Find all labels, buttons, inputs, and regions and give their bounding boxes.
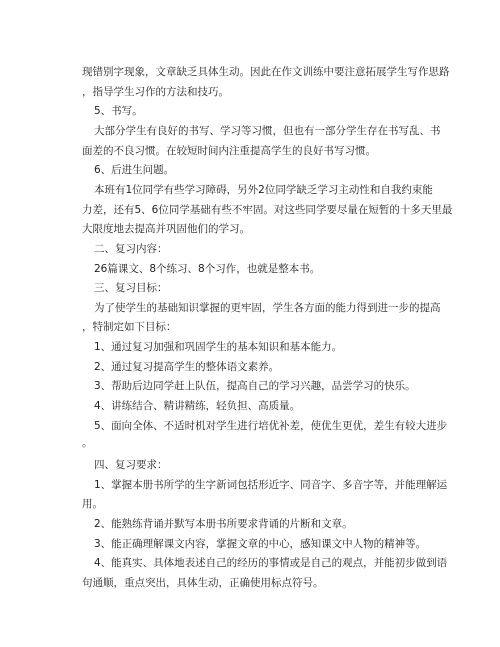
- text-line: 26篇课文、8个练习、8个习作，也就是整本书。: [94, 263, 321, 275]
- text-line: 面差的不良习惯。在较短时间内注重提高学生的良好书写习惯。: [82, 145, 376, 157]
- list-item: 4、能真实、具体地表述自己的经历的事情或是自己的观点，并能初步做到语: [94, 557, 448, 569]
- text-line: 。: [82, 437, 93, 449]
- text-line: 6、后进生问题。: [94, 164, 175, 176]
- list-item: 5、面向全体、不适时机对学生进行培优补差，使优生更优，差生有较大进步: [94, 420, 448, 432]
- list-item: 3、能正确理解课文内容，掌握文章的中心，感知课文中人物的精神等。: [94, 538, 427, 550]
- text-line: 现错别字现象，文章缺乏具体生动。因此在作文训练中要注意拓展学生写作思路: [82, 66, 450, 78]
- text-line: 用。: [82, 498, 103, 510]
- list-item: 4、讲练结合、精讲精练，轻负担、高质量。: [94, 400, 301, 412]
- section-heading: 二、复习内容：: [94, 243, 168, 255]
- list-item: 2、能熟练背诵并默写本册书所要求背诵的片断和文章。: [94, 518, 353, 530]
- text-line: 大限度地去提高并巩固他们的学习。: [82, 223, 250, 235]
- text-line: 力差，还有5、6位同学基础有些不牢固。对这些同学要尽量在短暂的十多天里最: [82, 204, 453, 216]
- list-item: 1、掌握本册书所学的生字新词包括形近字、同音字、多音字等，并能理解运: [94, 479, 448, 491]
- text-line: ，特制定如下目标：: [82, 321, 177, 333]
- list-item: 1、通过复习加强和巩固学生的基本知识和基本能力。: [94, 341, 343, 353]
- text-line: 大部分学生有良好的书写、学习等习惯，但也有一部分学生存在书写乱、书: [94, 125, 441, 137]
- text-line: 本班有1位同学有些学习障碍，另外2位同学缺乏学习主动性和自我约束能: [94, 184, 433, 196]
- list-item: 3、帮助后边同学赶上队伍，提高自己的学习兴趣，品尝学习的快乐。: [94, 380, 416, 392]
- list-item: 2、通过复习提高学生的整体语文素养。: [94, 361, 280, 373]
- text-line: 5、书写。: [94, 105, 143, 117]
- text-line: ，指导学生习作的方法和技巧。: [82, 86, 229, 98]
- section-heading: 三、复习目标：: [94, 282, 168, 294]
- text-line: 句通顺，重点突出，具体生动，正确使用标点符号。: [82, 577, 324, 589]
- section-heading: 四、复习要求：: [94, 459, 168, 471]
- text-line: 为了使学生的基础知识掌握的更牢固，学生各方面的能力得到进一步的提高: [94, 302, 441, 314]
